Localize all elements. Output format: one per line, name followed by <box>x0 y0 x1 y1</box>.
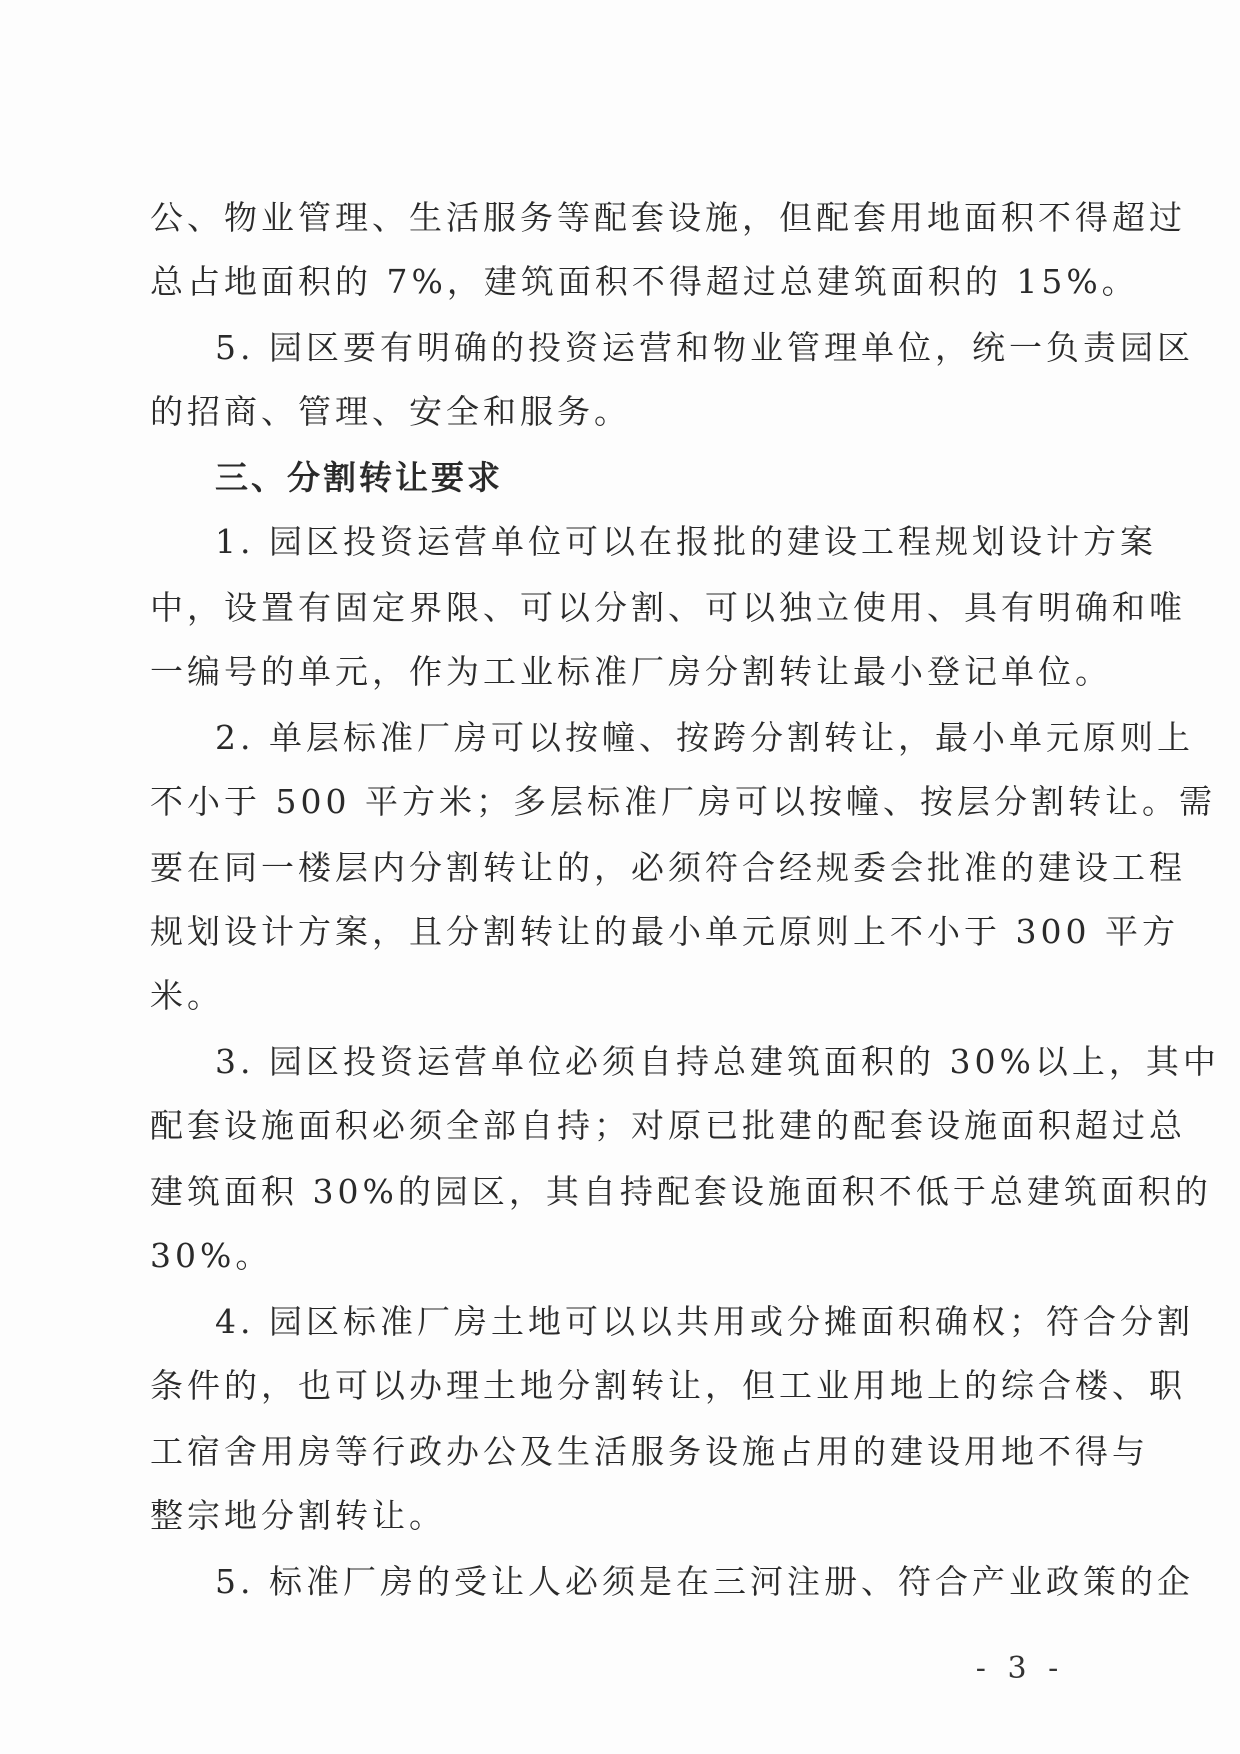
section-heading: 三、分割转让要求 <box>215 458 503 497</box>
text-line: 一编号的单元，作为工业标准厂房分割转让最小登记单位。 <box>150 652 1112 691</box>
paragraph-5-start: 5. 园区要有明确的投资运营和物业管理单位，统一负责园区 <box>215 328 1194 367</box>
text-line: 建筑面积 30%的园区，其自持配套设施面积不低于总建筑面积的 <box>150 1172 1212 1211</box>
paragraph-2-start: 2. 单层标准厂房可以按幢、按跨分割转让，最小单元原则上 <box>215 718 1194 757</box>
text-line: 整宗地分割转让。 <box>150 1496 446 1535</box>
text-line: 不小于 500 平方米；多层标准厂房可以按幢、按层分割转让。需 <box>150 782 1216 821</box>
text-line: 中，设置有固定界限、可以分割、可以独立使用、具有明确和唯 <box>150 588 1186 627</box>
text-line: 的招商、管理、安全和服务。 <box>150 392 631 431</box>
text-line: 条件的，也可以办理土地分割转让，但工业用地上的综合楼、职 <box>150 1366 1186 1405</box>
paragraph-1-start: 1. 园区投资运营单位可以在报批的建设工程规划设计方案 <box>215 522 1157 561</box>
page-number: - 3 - <box>975 1651 1065 1686</box>
text-line: 工宿舍用房等行政办公及生活服务设施占用的建设用地不得与 <box>150 1432 1149 1471</box>
text-line: 总占地面积的 7%，建筑面积不得超过总建筑面积的 15%。 <box>150 262 1139 301</box>
text-line: 要在同一楼层内分割转让的，必须符合经规委会批准的建设工程 <box>150 848 1186 887</box>
paragraph-3-start: 3. 园区投资运营单位必须自持总建筑面积的 30%以上，其中 <box>215 1042 1220 1081</box>
text-line: 公、物业管理、生活服务等配套设施，但配套用地面积不得超过 <box>150 198 1186 237</box>
text-line: 配套设施面积必须全部自持；对原已批建的配套设施面积超过总 <box>150 1106 1186 1145</box>
text-line: 米。 <box>150 976 224 1015</box>
paragraph-5-start: 5. 标准厂房的受让人必须是在三河注册、符合产业政策的企 <box>215 1562 1194 1601</box>
text-line: 规划设计方案，且分割转让的最小单元原则上不小于 300 平方 <box>150 912 1179 951</box>
text-line: 30%。 <box>150 1236 273 1275</box>
paragraph-4-start: 4. 园区标准厂房土地可以以共用或分摊面积确权；符合分割 <box>215 1302 1194 1341</box>
